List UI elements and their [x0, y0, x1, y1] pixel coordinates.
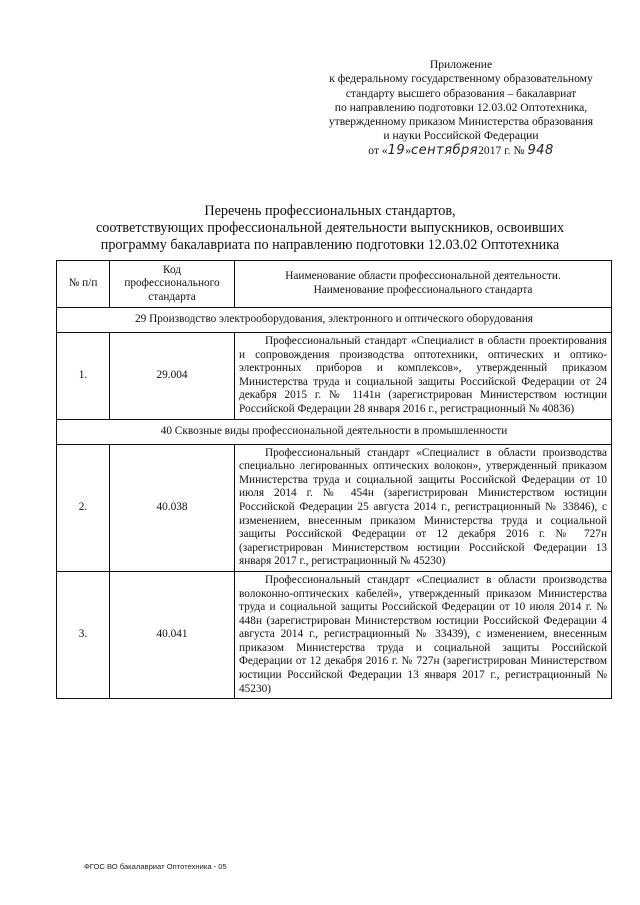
table-header-row	[57, 261, 612, 308]
standards-table	[56, 260, 612, 699]
page-footer: ФГОС ВО бакалавриат Оптотехника - 05	[84, 862, 227, 871]
order-date-line	[300, 144, 622, 158]
row-code: 40.038	[110, 444, 235, 571]
title-line: соответствующих профессиональной деятельности выпускников, освоивших	[95, 220, 565, 236]
header-num: № п/п	[57, 261, 110, 308]
table-row	[57, 333, 612, 420]
row-num: 2.	[57, 444, 110, 571]
header-name: Наименование области профессиональной деятельности. Наименование профессионального стандарта	[235, 261, 612, 308]
handwritten-day: 19	[387, 142, 406, 158]
row-standard-text: Профессиональный стандарт «Специалист в области производства специально легированных оптических волокон», утвержденный приказом Министерства труда и социальной защиты Российской Федерации от 10 июля 2014 г. № 454н (зарегистрирован Министерством юстиции Российской Федерации 25 августа 2014 г., регистрационный № 33846), с изменением, внесенным приказом Министерства труда и социальной защиты Российской Федерации от 12 декабря 2016 г. № 727н (зарегистрирован Министерством юстиции Российской Федерации 13 января 2017 г., регистрационный № 45230)	[235, 444, 612, 571]
section-row	[57, 308, 612, 333]
header-code: Код профессионального стандарта	[110, 261, 235, 308]
section-title-29: 29 Производство электрооборудования, электронного и оптического оборудования	[57, 308, 612, 333]
table-row	[57, 571, 612, 698]
appendix-header	[300, 58, 622, 158]
row-num: 1.	[57, 333, 110, 420]
table-row	[57, 444, 612, 571]
date-year: 2017 г. №	[478, 143, 525, 157]
appendix-line: утвержденному приказом Министерства образования	[328, 115, 594, 129]
document-title	[60, 203, 600, 254]
row-standard-text: Профессиональный стандарт «Специалист в области производства волоконно-оптических кабелей», утвержденный приказом Министерства труда и социальной защиты Российской Федерации от 10 июля 2014 г. № 448н (зарегистрирован Министерством юстиции Российской Федерации 4 августа 2014 г., регистрационный № 33439), с изменением, внесенным приказом Министерства труда и социальной защиты Российской Федерации от 12 декабря 2016 г. № 727н (зарегистрирован Министерством юстиции Российской Федерации 13 января 2017 г., регистрационный № 45230)	[235, 571, 612, 698]
appendix-line: по направлению подготовки 12.03.02 Оптотехника,	[334, 100, 588, 114]
appendix-line: к федеральному государственному образовательному	[329, 72, 593, 86]
row-code: 40.041	[110, 571, 235, 698]
row-num: 3.	[57, 571, 110, 698]
appendix-line: Приложение	[429, 58, 493, 71]
section-row	[57, 419, 612, 444]
appendix-line: и науки Российской Федерации	[383, 129, 539, 143]
handwritten-order-number: 948	[527, 142, 554, 158]
handwritten-month: сентября	[410, 142, 479, 158]
appendix-line: стандарту высшего образования – бакалавриат	[345, 86, 577, 100]
title-line: Перечень профессиональных стандартов,	[204, 203, 456, 219]
row-code: 29.004	[110, 333, 235, 420]
section-title-40: 40 Сквозные виды профессиональной деятельности в промышленности	[57, 419, 612, 444]
row-standard-text: Профессиональный стандарт «Специалист в области проектирования и сопровождения производства оптотехники, оптических и оптико-электронных приборов и комплексов», утвержденный приказом Министерства труда и социальной защиты Российской Федерации от 24 декабря 2015 г. № 1141н (зарегистрирован Министерством юстиции Российской Федерации 28 января 2016 г., регистрационный № 40836)	[235, 333, 612, 420]
date-mid: »	[405, 143, 411, 157]
date-prefix: от «	[368, 143, 388, 157]
title-line: программу бакалавриата по направлению подготовки 12.03.02 Оптотехника	[100, 237, 560, 253]
